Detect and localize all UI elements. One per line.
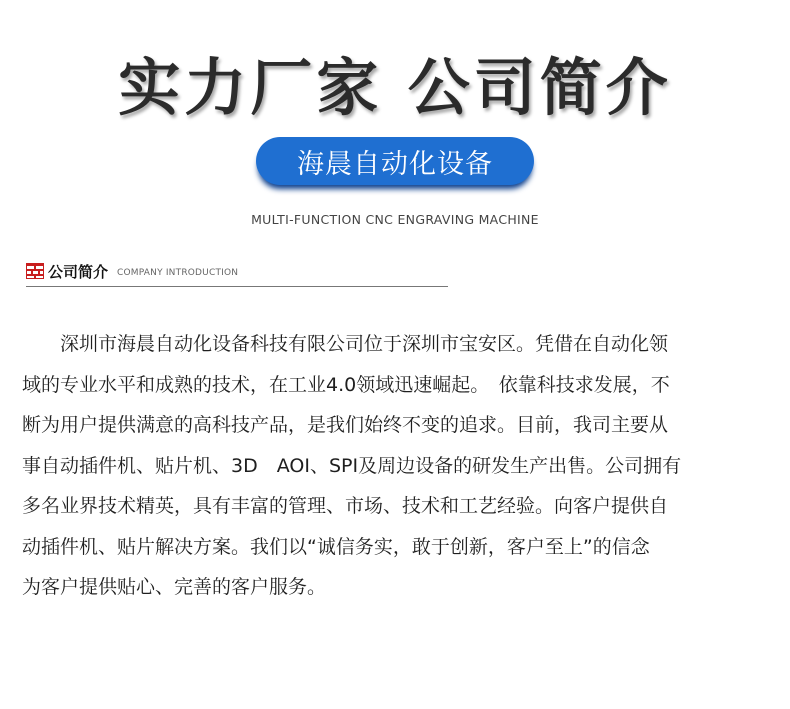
description-line: 深圳市海晨自动化设备科技有限公司位于深圳市宝安区。凭借在自动化领 xyxy=(22,333,669,355)
description-line: 事自动插件机、贴片机、3D AOI、SPI及周边设备的研发生产出售。公司拥有 xyxy=(22,454,682,477)
hero-title: 实力厂家 公司简介 xyxy=(118,51,672,124)
description-line: 动插件机、贴片解决方案。我们以“诚信务实，敢于创新，客户至上”的信念 xyxy=(22,535,650,558)
description-line: 多名业界技术精英，具有丰富的管理、市场、技术和工艺经验。向客户提供自 xyxy=(22,495,669,517)
section-subtitle: COMPANY INTRODUCTION xyxy=(117,268,239,278)
product-subtitle: MULTI-FUNCTION CNC ENGRAVING MACHINE xyxy=(251,212,539,227)
company-name-badge xyxy=(256,137,534,185)
description-line: 断为用户提供满意的高科技产品，是我们始终不变的追求。目前，我司主要从 xyxy=(22,414,669,436)
section-title: 公司简介 xyxy=(48,263,109,281)
brick-icon xyxy=(26,262,44,280)
company-description xyxy=(22,324,772,608)
section-header xyxy=(26,258,448,287)
description-line: 域的专业水平和成熟的技术，在工业4.0领域迅速崛起。 依靠科技求发展，不 xyxy=(22,373,670,396)
description-line: 为客户提供贴心、完善的客户服务。 xyxy=(22,576,327,598)
company-name-label: 海晨自动化设备 xyxy=(297,148,493,180)
